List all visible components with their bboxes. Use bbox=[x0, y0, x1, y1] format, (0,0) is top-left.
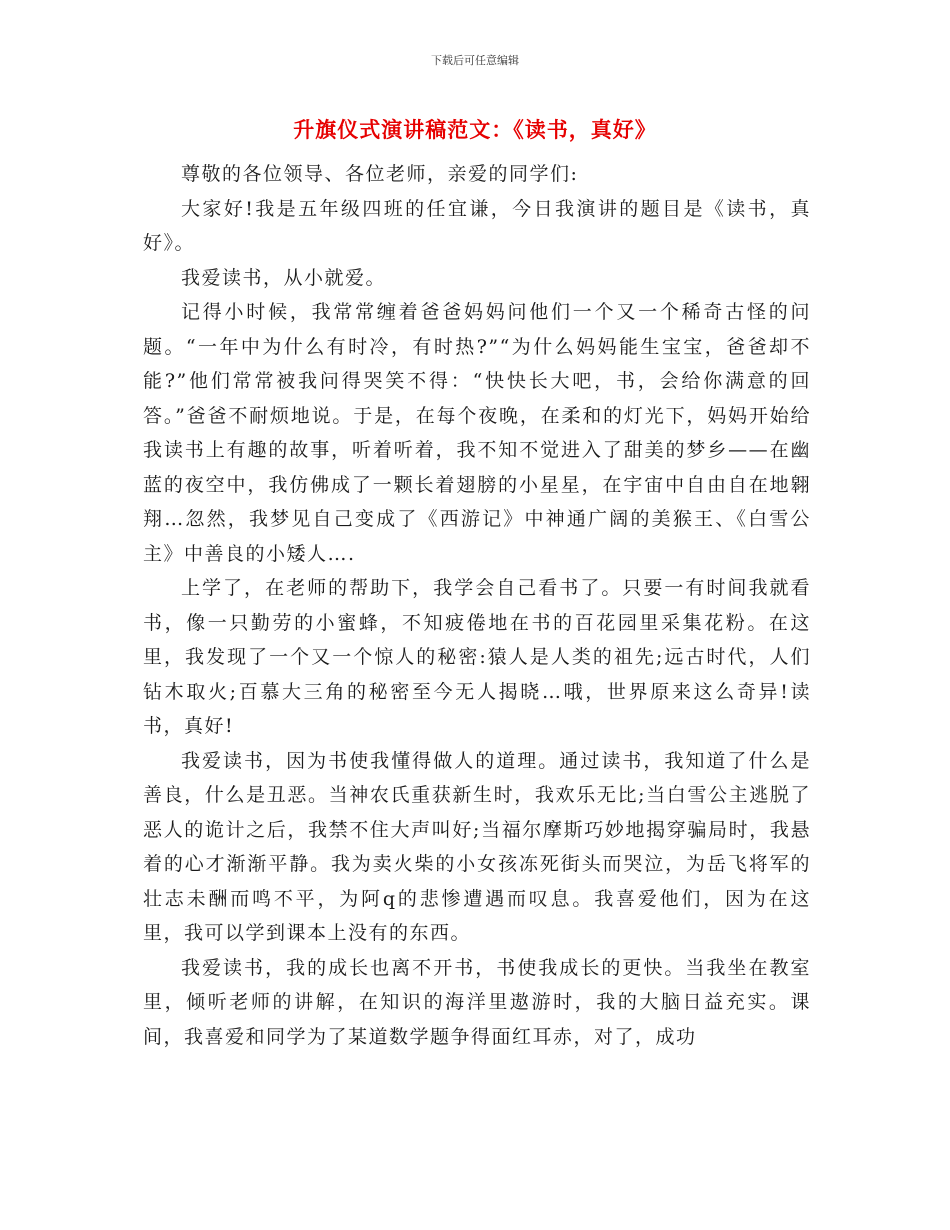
paragraph-greeting: 大家好!我是五年级四班的任宜谦，今日我演讲的题目是《读书，真好》。 bbox=[143, 197, 811, 254]
document-body bbox=[143, 157, 811, 1054]
paragraph-childhood: 记得小时候，我常常缠着爸爸妈妈问他们一个又一个稀奇古怪的问题。“一年中为什么有时冷，有时热?”“为什么妈妈能生宝宝，爸爸却不能?”他们常常被我问得哭笑不得：“快快长大吧，书，会给你满意的回答。”爸爸不耐烦地说。于是，在每个夜晚，在柔和的灯光下，妈妈开始给我读书上有趣的故事，听着听着，我不知不觉进入了甜美的梦乡——在幽蓝的夜空中，我仿佛成了一颗长着翅膀的小星星，在宇宙中自由自在地翱翔…忽然，我梦见自己变成了《西游记》中神通广阔的美猴王、《白雪公主》中善良的小矮人…. bbox=[143, 301, 811, 565]
paragraph-growth: 我爱读书，我的成长也离不开书，书使我成长的更快。当我坐在教室里，倾听老师的讲解，在知识的海洋里遨游时，我的大脑日益充实。课间，我喜爱和同学为了某道数学题争得面红耳赤，对了，成功 bbox=[143, 956, 811, 1048]
paragraph-school: 上学了，在老师的帮助下，我学会自己看书了。只要一有时间我就看书，像一只勤劳的小蜜蜂，不知疲倦地在书的百花园里采集花粉。在这里，我发现了一个又一个惊人的秘密:猿人是人类的祖先;远古时代，人们钻木取火;百慕大三角的秘密至今无人揭晓…哦，世界原来这么奇异!读书，真好! bbox=[143, 577, 811, 737]
paragraph-lessons: 我爱读书，因为书使我懂得做人的道理。通过读书，我知道了什么是善良，什么是丑恶。当神农氏重获新生时，我欢乐无比;当白雪公主逃脱了恶人的诡计之后，我禁不住大声叫好;当福尔摩斯巧妙地揭穿骗局时，我悬着的心才渐渐平静。我为卖火柴的小女孩冻死街头而哭泣，为岳飞将军的壮志未酬而鸣不平，为阿q的悲惨遭遇而叹息。我喜爱他们，因为在这里，我可以学到课本上没有的东西。 bbox=[143, 749, 811, 944]
document-title: 升旗仪式演讲稿范文：《读书，真好》 bbox=[293, 117, 657, 142]
paragraph-love-reading: 我爱读书，从小就爱。 bbox=[181, 266, 387, 289]
paragraph-salutation: 尊敬的各位领导、各位老师，亲爱的同学们: bbox=[181, 163, 579, 185]
header-note: 下载后可任意编辑 bbox=[431, 54, 519, 67]
